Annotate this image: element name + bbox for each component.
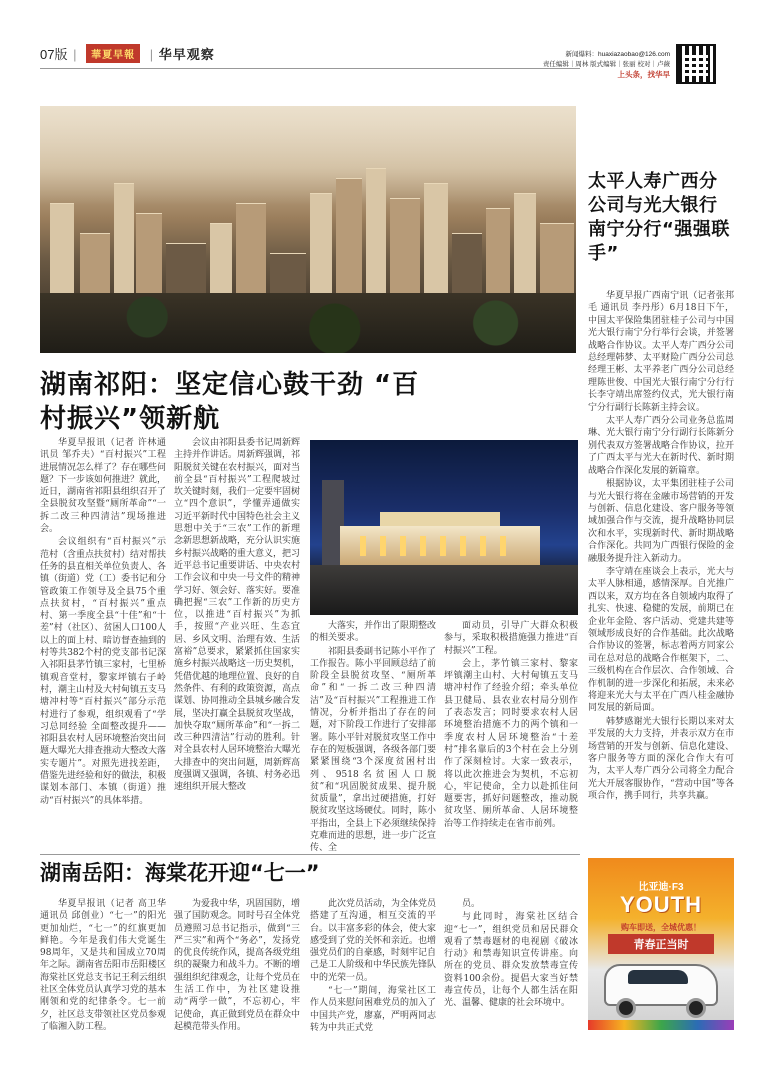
header-rule (40, 68, 580, 69)
article2-column-1 (40, 898, 166, 1034)
wheel-icon (686, 998, 706, 1018)
wheel-icon (616, 998, 636, 1018)
government-building-photo (310, 440, 578, 615)
section-divider (40, 854, 580, 855)
paragraph: 面动员，引导广大群众积极参与，采取积极措施强力推进“百村振兴”工程。 (444, 621, 578, 656)
right-article-body (588, 290, 734, 804)
article1-column-2 (174, 437, 300, 795)
page-number: 07版 (40, 47, 68, 62)
ad-brand: YOUTH (620, 892, 702, 917)
qr-code-icon[interactable] (676, 44, 716, 84)
ad-tagline: 购车即送，全城优惠！ (621, 922, 701, 932)
paragraph: 华夏早报讯（记者 许林通讯员 邹乔夫）“百村振兴”工程进展情况怎么样了？存在哪些问题？下一步该如何推进？就此，近日，湖南省祁阳县组织召开了全县脱贫攻坚暨“厕所革命”“一拆二改三种四清洁”现场推进会。 (40, 438, 167, 535)
car-advertisement[interactable] (588, 858, 734, 1030)
right-article-title: 太平人寿广西分公司与光大银行南宁分行“强强联手” (588, 171, 730, 264)
right-article (588, 170, 734, 266)
article2-headline: 湖南岳阳：海棠花开迎“七一” (40, 861, 320, 885)
article2-column-3 (310, 898, 436, 1035)
header-info (540, 50, 670, 80)
ad-badge: 青春正当时 (608, 934, 714, 954)
section-title: 华早观察 (158, 47, 215, 62)
paragraph: 会议组织有“百村振兴”示范村（含重点扶贫村）结对帮扶任务的县直相关单位负责人、各镇（街道）党（工）委书记和分管政策工作领导及全县75个重点扶贫村，“百村振兴”重点村、第一季度全县“十佳”和“十差”村（社区）、贫困人口100人以上的面上村、暗访督查抽到的村等共382个村的党支部书记深入祁阳县茅竹镇三家村，七里桥镇观音堂村，黎家坪镇右子岭村，潮主山村及大村甸镇五支马塘冲村等“百村振兴”部分示范村进行了参观，组织观看了“学习总同经验 全面整改提升——祁阳县农村人居环境整治突出问题大曝光大排查推动大整改大落实专题片”。对照先进找差距，借鉴先进经验和好的做法，积极谋划本部门、本镇（街道）推动“百村振兴”的具体举措。 (40, 537, 167, 806)
paragraph: 太平人寿广西分公司业务总监周琳、光大银行南宁分行副行长陈新分别代表双方签署战略合作协议，拉开了广西太平与光大在新时代、新时期战略合作深化发展的新篇章。 (588, 416, 734, 476)
masthead: 07版 | 華夏早報 | 华早观察 (40, 44, 215, 63)
headline-line: 村振兴”领新航 (40, 404, 221, 434)
paragraph: 为爱我中华，巩固国防，增强了国防观念。同时号召全体党员遵照习总书记指示，做到“三严三实”和两个“务必”，发扬党的优良传统作风，提高各级党组织的凝聚力和战斗力。不断的增强组织纪律观念，让每个党员在生活工作中，为社区建设推动“两学一做”，不忘初心，牢记使命，真正做到党员在群众中起模范带头作用。 (174, 899, 301, 1032)
paragraph: 与此同时，海棠社区结合迎“七一”，组织党员和居民群众观看了禁毒题材的电视剧《破冰行动》和禁毒知识宣传讲座。向所在的党员、群众发放禁毒宣传资料100余份。提倡大家当好禁毒宣传员，让每个人都生活在阳光、温馨、健康的社会环境中。 (444, 912, 578, 1009)
paragraph: 华夏早报广西南宁讯（记者张邦毛 通讯员 李丹彤）6月18日下午，中国太平保险集团驻桂子公司与中国光大银行南宁分行举行会谈，并签署战略合作协议。太平人寿广西分公司总经理韩梦、太平财险广西分公司总经理王彬、太平养老广西分公司总经理陈世俊、中国光大银行南宁分行行长李守靖出席签约仪式，光大银行南宁分行副行长陈新主持会议。 (588, 291, 734, 413)
page-header (40, 40, 730, 90)
paragraph: 员。 (462, 899, 481, 909)
paragraph: 华夏早报讯（记者 高卫华 通讯员 邱创业）“七一”的阳光更加灿烂，“七一”的红旗更加鲜艳。今年是我们伟大党诞生98周年，又是共和国成立70周年之际。湖南省岳阳市岳阳楼区海棠社区党总支书记王利云组织社区全体党员认真学习党的基本刚领和党的纪律条令。七一前夕，社区总支带领社区党员参观了临湘入防工程。 (40, 899, 167, 1032)
tagline: 上头条，找华早 (617, 70, 670, 79)
paragraph: “七一”期间，海棠社区工作人员来慰问困难党员的加入了中国共产党，廖嘉，严明两同志转为中共正式党 (310, 986, 437, 1033)
ad-top-text: 比亚迪·F3 (638, 882, 684, 893)
article1-headline (40, 368, 580, 436)
article1-column-1 (40, 437, 166, 808)
paragraph: 会议由祁阳县委书记周新辉主持并作讲话。周新辉强调，祁阳脱贫关键在农村振兴，面对当前全县“百村振兴”工程爬坡过坎关键时刻，我们一定要牢固树立“四个意识”，学懂弄通做实习近平新时代中国特色社会主义思想中关于“三农”工作的新理念新思想新战略，充分认识实施乡村振兴战略的重大意义，把习近平总书记重要讲话、中央农村工作会议和中央一号文件的精神学习好、领会好、落实好。要准确把握“三农”工作新的历史方位，以推进“百村振兴”为抓手，按照“产业兴旺、生态宜居、乡风文明、治理有效、生活富裕”总要求，紧紧抓住国家实施乡村振兴战略这一历史契机，凭借优越的地理位置、良好的自然条件、有利的政策资源，高点谋划、协同推动全县城乡融合发展，坚决打赢全县脱贫攻坚战，加快夺取“厕所革命”和“一拆二改三种四清洁”行动的胜利。针对全县农村人居环境整治大曝光大排查中的突出问题，周新辉高度强调又强调，各镇、村务必迅速组织开展大整改 (174, 438, 301, 793)
city-photo (40, 106, 576, 353)
paragraph: 韩梦感谢光大银行长期以来对太平发展的大力支持，并表示双方在市场营销的开发与创新、信息化建设、客户服务等方面的深化合作大有可为，太平人寿广西分公司将全力配合光大开展客服协作，“营动中国”等各项合作，携手同行，共享共赢。 (588, 716, 734, 802)
contact-line: 新闻爆料：huaxiazaobao@126.com (565, 51, 670, 58)
article1-column-3 (310, 620, 436, 856)
paragraph: 祁阳县委副书记陈小平作了工作报告。陈小平回顾总结了前阶段全县脱贫攻坚、“厕所革命”和“一拆二改三种四清洁”及“百村振兴”工程推进工作情况，分析并指出了存在的问题，对下阶段工作进行了安排部署。陈小平针对脱贫攻坚工作中存在的短板强调，各级各部门要紧紧围绕“3个深度贫困村出列、9518名贫困人口脱贫”和“巩固脱贫成果、提升脱贫质量”，拿出过硬措施，打好脱贫攻坚这场硬仗。同时，陈小平指出，全县上下必须继续保持克难而进的思想，进一步广泛宣传、全 (310, 646, 437, 854)
article1-column-4 (444, 620, 578, 831)
article2-column-2 (174, 898, 300, 1034)
article2-column-4 (444, 898, 578, 1011)
paragraph: 会上，茅竹镇三家村、黎家坪镇潮主山村、大村甸镇五支马塘冲村作了经验介绍；牵头单位县卫健局、县农业农村局分别作了表态发言；同时要求农村人居环境整治措施不力的两个镇和一季度农村人居环境整治“十差村”排名靠后的3个村在会上分别作了深刻检讨。大家一致表示，将以此次推进会为契机，不忘初心，牢记使命，全力以赴抓住问题要害，抓好问题整改，推动脱贫攻坚、厕所革命、人居环境整治等工作持续走在省市前列。 (444, 658, 578, 829)
newspaper-logo: 華夏早報 (86, 44, 140, 63)
paragraph: 根据协议，太平集团驻桂子公司与光大银行将在金融市场营销的开发与创新、信息化建设、客户服务等领域加强合作与交流，提升战略协同层次和水平，实现新时代、新时期战略合作深化。共同为广西银行保险的金融服务提升注入新动力。 (588, 479, 734, 564)
paragraph: 李守靖在座谈会上表示，光大与太平人脉相通，感情深厚。自光推广西以来，双方均在各自领域内取得了扎实、快速、稳健的发展，前期已在企业年金险、客户活动、党建共建等领域形成良好的合作基础。此次战略合作协议的签署，标志着两方同家公司在总对总的战略合作框架下，二、三级机构在合作层次、合作领域、合作机制的进一步深化和拓展，未来必将迎来光大与太平在广西八桂金融协同发展的新局面。 (588, 566, 734, 714)
headline-line: 湖南祁阳：坚定信心鼓干劲 “百 (40, 370, 420, 400)
staff-line: 责任编辑｜周林 版式编辑｜张丽 校对｜卢薇 (542, 61, 670, 68)
paragraph: 此次党员活动，为全体党员搭建了互沟通，相互交流的平台。以丰富多彩的体会，使大家感受到了党的关怀和亲近。也增强党员们的自豪感，时刻牢记自己是工人阶级和中华民族先锋队中的光荣一员。 (310, 899, 437, 983)
paragraph: 大落实，并作出了限期整改的相关要求。 (310, 621, 437, 644)
